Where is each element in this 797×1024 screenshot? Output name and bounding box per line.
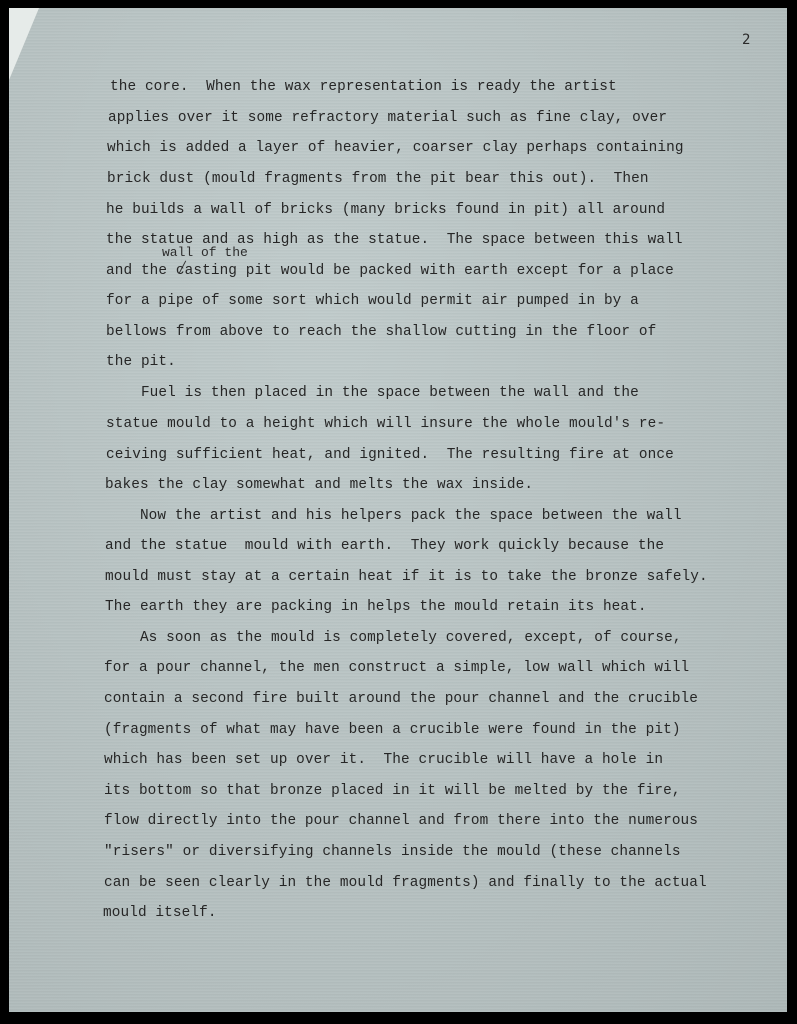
text-line: The earth they are packing in helps the mould retain its heat.: [105, 599, 647, 615]
text-line: its bottom so that bronze placed in it will be melted by the fire,: [104, 783, 681, 799]
text-line: contain a second fire built around the pour channel and the crucible: [104, 691, 699, 707]
handwritten-insertion: wall of the: [162, 245, 248, 260]
text-line: for a pipe of some sort which would permit air pumped in by a: [106, 293, 639, 309]
typed-page: [9, 8, 787, 1012]
text-line: Now the artist and his helpers pack the space between the wall: [105, 508, 682, 524]
text-line: for a pour channel, the men construct a simple, low wall which will: [104, 660, 690, 676]
text-line: which has been set up over it. The crucible will have a hole in: [104, 752, 664, 768]
text-line: flow directly into the pour channel and from there into the numerous: [104, 813, 699, 829]
text-line: bellows from above to reach the shallow cutting in the floor of: [106, 324, 657, 340]
text-line: statue mould to a height which will insure the whole mould's re-: [106, 416, 666, 432]
text-line: "risers" or diversifying channels inside the mould (these channels: [104, 844, 681, 860]
text-line: applies over it some refractory material such as fine clay, over: [108, 110, 668, 126]
text-line: brick dust (mould fragments from the pit bear this out). Then: [107, 171, 649, 187]
text-line: the pit.: [106, 354, 176, 370]
text-line: he builds a wall of bricks (many bricks found in pit) all around: [106, 202, 666, 218]
text-line: and the statue mould with earth. They work quickly because the: [105, 538, 665, 554]
text-line: mould must stay at a certain heat if it is to take the bronze safely.: [105, 569, 708, 585]
text-line: can be seen clearly in the mould fragments) and finally to the actual: [104, 875, 707, 891]
text-line: the core. When the wax representation is ready the artist: [110, 79, 617, 95]
typed-text-body: [9, 8, 787, 1012]
text-line: bakes the clay somewhat and melts the wax inside.: [105, 477, 534, 493]
page-number: 2: [742, 32, 751, 48]
text-line: the statue and as high as the statue. The space between this wall: [106, 232, 683, 248]
text-line: As soon as the mould is completely covered, except, of course,: [105, 630, 682, 646]
text-line: which is added a layer of heavier, coarser clay perhaps containing: [107, 140, 684, 156]
text-line: and the casting pit would be packed with earth except for a place: [106, 263, 674, 279]
text-line: ceiving sufficient heat, and ignited. The resulting fire at once: [106, 447, 674, 463]
text-line: mould itself.: [103, 905, 217, 921]
text-line: (fragments of what may have been a crucible were found in the pit): [104, 722, 681, 738]
text-line: Fuel is then placed in the space between the wall and the: [106, 385, 639, 401]
